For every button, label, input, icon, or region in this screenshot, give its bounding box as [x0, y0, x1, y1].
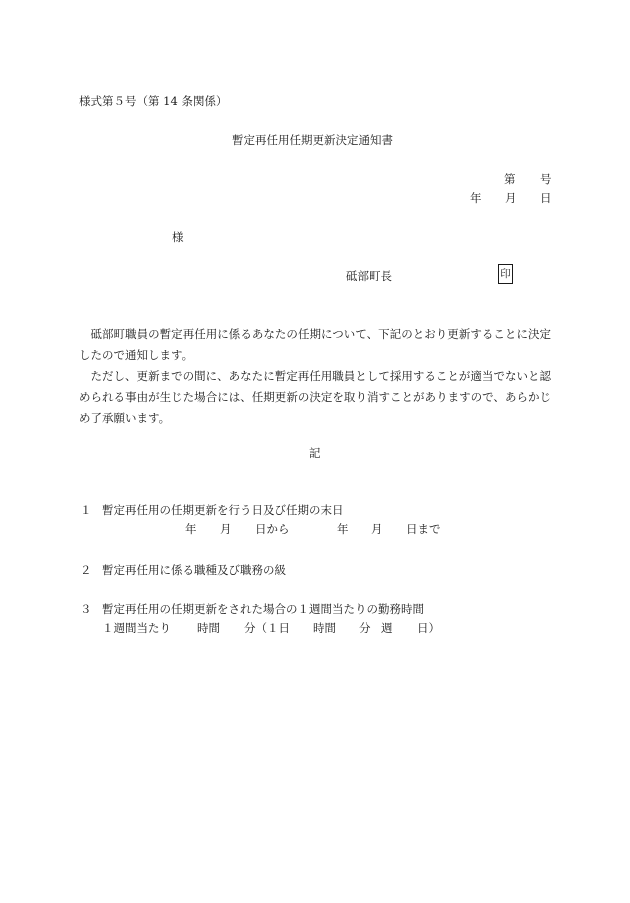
- item-1-to-month: 月: [371, 522, 383, 536]
- item-1-heading: 暫定再任用の任期更新を行う日及び任期の末日: [102, 503, 344, 517]
- item-3-number: ３: [80, 602, 92, 616]
- item-1-from-year: 年: [185, 522, 197, 536]
- issuer-name: 砥部町長: [346, 269, 392, 283]
- item-3-days: 日）: [417, 621, 440, 635]
- form-number: 様式第５号（第 14 条関係）: [79, 94, 228, 108]
- item-1-from-month: 月: [220, 522, 232, 536]
- item-3-per-week: １週間当たり: [102, 621, 171, 635]
- item-3-minutes: 分（１日: [244, 621, 290, 635]
- item-3-day-hours: 時間: [313, 621, 336, 635]
- seal-mark: 印: [498, 264, 513, 284]
- body-paragraph-2: ただし、更新までの間に、あなたに暫定再任用職員として採用することが適当でないと認められる事由が生じた場合には、任期更新の決定を取り消すことがありますので、あらかじめ了承願います。: [79, 369, 551, 425]
- item-3-heading: 暫定再任用の任期更新をされた場合の１週間当たりの勤務時間: [102, 602, 424, 616]
- item-1-to-year: 年: [337, 522, 349, 536]
- item-2-heading: 暫定再任用に係る職種及び職務の級: [102, 563, 286, 577]
- item-3-day-minutes: 分: [359, 621, 371, 635]
- doc-number-dai: 第: [504, 172, 516, 186]
- ki-heading: 記: [309, 446, 321, 460]
- item-2-number: ２: [80, 563, 92, 577]
- item-1-from-day: 日から: [255, 522, 290, 536]
- date-day: 日: [540, 191, 552, 205]
- date-year: 年: [470, 191, 482, 205]
- item-1-number: １: [80, 503, 92, 517]
- item-1-to-day: 日まで: [406, 522, 441, 536]
- addressee-suffix: 様: [172, 230, 184, 244]
- date-month: 月: [505, 191, 517, 205]
- document-title: 暫定再任用任期更新決定通知書: [232, 133, 393, 147]
- item-3-hours: 時間: [197, 621, 220, 635]
- body-paragraph-1: 砥部町職員の暫定再任用に係るあなたの任期について、下記のとおり更新することに決定したので通知します。: [79, 327, 551, 362]
- item-3-week: 週: [381, 621, 393, 635]
- notice-body: [79, 324, 551, 429]
- doc-number-go: 号: [540, 172, 552, 186]
